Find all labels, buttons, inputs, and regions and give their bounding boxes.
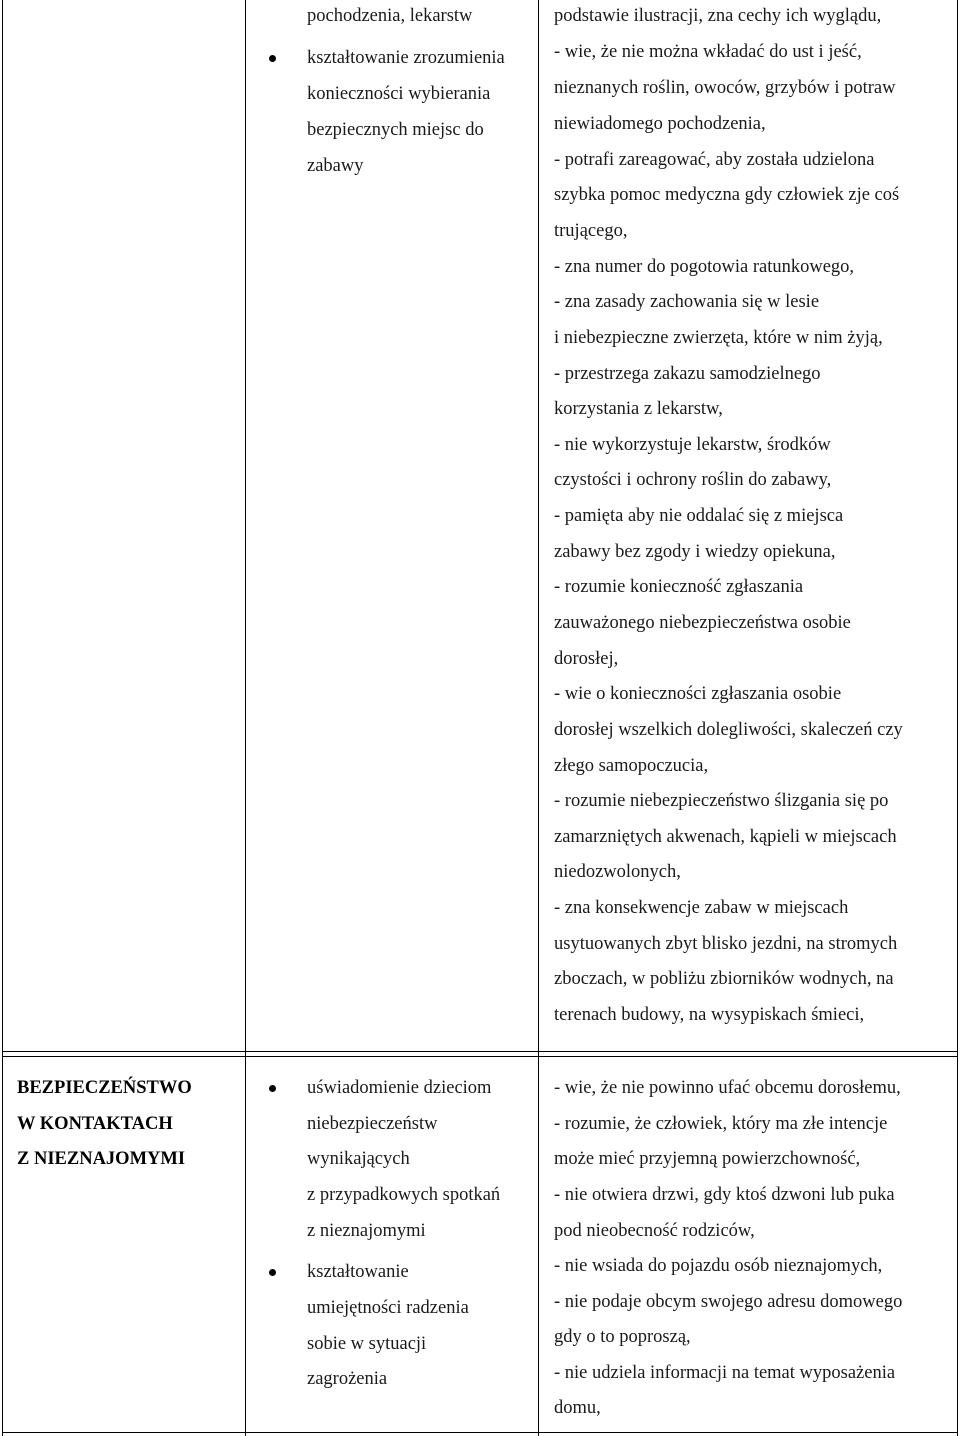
section-heading-line: Z NIEZNAJOMYMI (17, 1149, 186, 1169)
outcome-text-line: - wie o konieczności zgłaszania osobie (554, 684, 842, 704)
outcome-text-line: - nie udziela informacji na temat wyposażenia (554, 1363, 896, 1383)
outcome-text-line: zamarzniętych akwenach, kąpieli w miejscach (554, 827, 897, 847)
outcome-text-line: zboczach, w pobliżu zbiorników wodnych, na (554, 969, 894, 989)
outcome-text-line: podstawie ilustracji, zna cechy ich wyglądu, (554, 6, 882, 26)
outcome-text-line: nieznanych roślin, owoców, grzybów i potraw (554, 78, 896, 98)
outcome-text-line: - nie wykorzystuje lekarstw, środków (554, 435, 831, 455)
outcome-text-line: - rozumie konieczność zgłaszania (554, 577, 804, 597)
outcome-text-line: zauważonego niebezpieczeństwa osobie (554, 613, 851, 633)
outcome-text-line: może mieć przyjemną powierzchowność, (554, 1149, 861, 1169)
goal-text-line: zabawy (307, 156, 364, 176)
outcome-text-line: - wie, że nie można wkładać do ust i jeść, (554, 42, 862, 62)
row-divider-second (2, 1056, 958, 1057)
table-border-col2 (538, 0, 539, 1436)
outcome-text-line: domu, (554, 1398, 601, 1418)
section-heading-line: BEZPIECZEŃSTWO (17, 1078, 192, 1098)
table-border-col1 (245, 0, 246, 1436)
goal-text-line: uświadomienie dzieciom (307, 1078, 492, 1098)
outcome-text-line: i niebezpieczne zwierzęta, które w nim żyją, (554, 328, 883, 348)
table-border-left (2, 0, 3, 1436)
outcome-text-line: - przestrzega zakazu samodzielnego (554, 364, 821, 384)
goal-text-line: wynikających (307, 1149, 410, 1169)
outcome-text-line: korzystania z lekarstw, (554, 399, 723, 419)
goal-text-line: niebezpieczeństw (307, 1114, 438, 1134)
outcome-text-line: - rozumie niebezpieczeństwo ślizgania się po (554, 791, 889, 811)
outcome-text-line: terenach budowy, na wysypiskach śmieci, (554, 1005, 865, 1025)
outcome-text-line: pod nieobecność rodziców, (554, 1221, 755, 1241)
outcome-text-line: - rozumie, że człowiek, który ma złe intencje (554, 1114, 888, 1134)
goal-text-line: kształtowanie zrozumienia (307, 48, 505, 68)
table-border-bottom (2, 1432, 958, 1433)
goal-text-line: zagrożenia (307, 1369, 388, 1389)
outcome-text-line: zabawy bez zgody i wiedzy opiekuna, (554, 542, 836, 562)
goal-text-line: sobie w sytuacji (307, 1334, 427, 1354)
outcome-text-line: - potrafi zareagować, aby została udzielona (554, 150, 875, 170)
outcome-text-line: - nie podaje obcym swojego adresu domowego (554, 1292, 903, 1312)
row-divider-top (2, 1051, 958, 1052)
outcome-text-line: - nie wsiada do pojazdu osób nieznajomych, (554, 1256, 883, 1276)
outcome-text-line: trującego, (554, 221, 628, 241)
section-heading-line: W KONTAKTACH (17, 1114, 173, 1134)
outcome-text-line: - zna zasady zachowania się w lesie (554, 292, 820, 312)
goal-text-line: z przypadkowych spotkań (307, 1185, 501, 1205)
outcome-text-line: dorosłej, (554, 649, 619, 669)
outcome-text-line: niedozwolonych, (554, 862, 681, 882)
bullet-icon (269, 1085, 276, 1092)
table-border-right (957, 0, 958, 1436)
outcome-text-line: - nie otwiera drzwi, gdy ktoś dzwoni lub puka (554, 1185, 895, 1205)
goal-text-line: umiejętności radzenia (307, 1298, 469, 1318)
outcome-text-line: - wie, że nie powinno ufać obcemu dorosłemu, (554, 1078, 901, 1098)
outcome-text-line: usytuowanych zbyt blisko jezdni, na stromych (554, 934, 898, 954)
goal-text-line: konieczności wybierania (307, 84, 491, 104)
outcome-text-line: szybka pomoc medyczna gdy człowiek zje coś (554, 185, 900, 205)
goal-text-line: bezpiecznych miejsc do (307, 120, 484, 140)
outcome-text-line: - pamięta aby nie oddalać się z miejsca (554, 506, 844, 526)
bullet-icon (269, 1269, 276, 1276)
outcome-text-line: - zna numer do pogotowia ratunkowego, (554, 257, 855, 277)
goal-text-line: kształtowanie (307, 1262, 409, 1282)
bullet-icon (269, 55, 276, 62)
goal-text-line: pochodzenia, lekarstw (307, 6, 473, 26)
outcome-text-line: czystości i ochrony roślin do zabawy, (554, 470, 832, 490)
outcome-text-line: dorosłej wszelkich dolegliwości, skaleczeń czy (554, 720, 903, 740)
outcome-text-line: gdy o to poproszą, (554, 1327, 691, 1347)
goal-text-line: z nieznajomymi (307, 1221, 426, 1241)
outcome-text-line: - zna konsekwencje zabaw w miejscach (554, 898, 849, 918)
outcome-text-line: niewiadomego pochodzenia, (554, 114, 766, 134)
outcome-text-line: złego samopoczucia, (554, 756, 709, 776)
